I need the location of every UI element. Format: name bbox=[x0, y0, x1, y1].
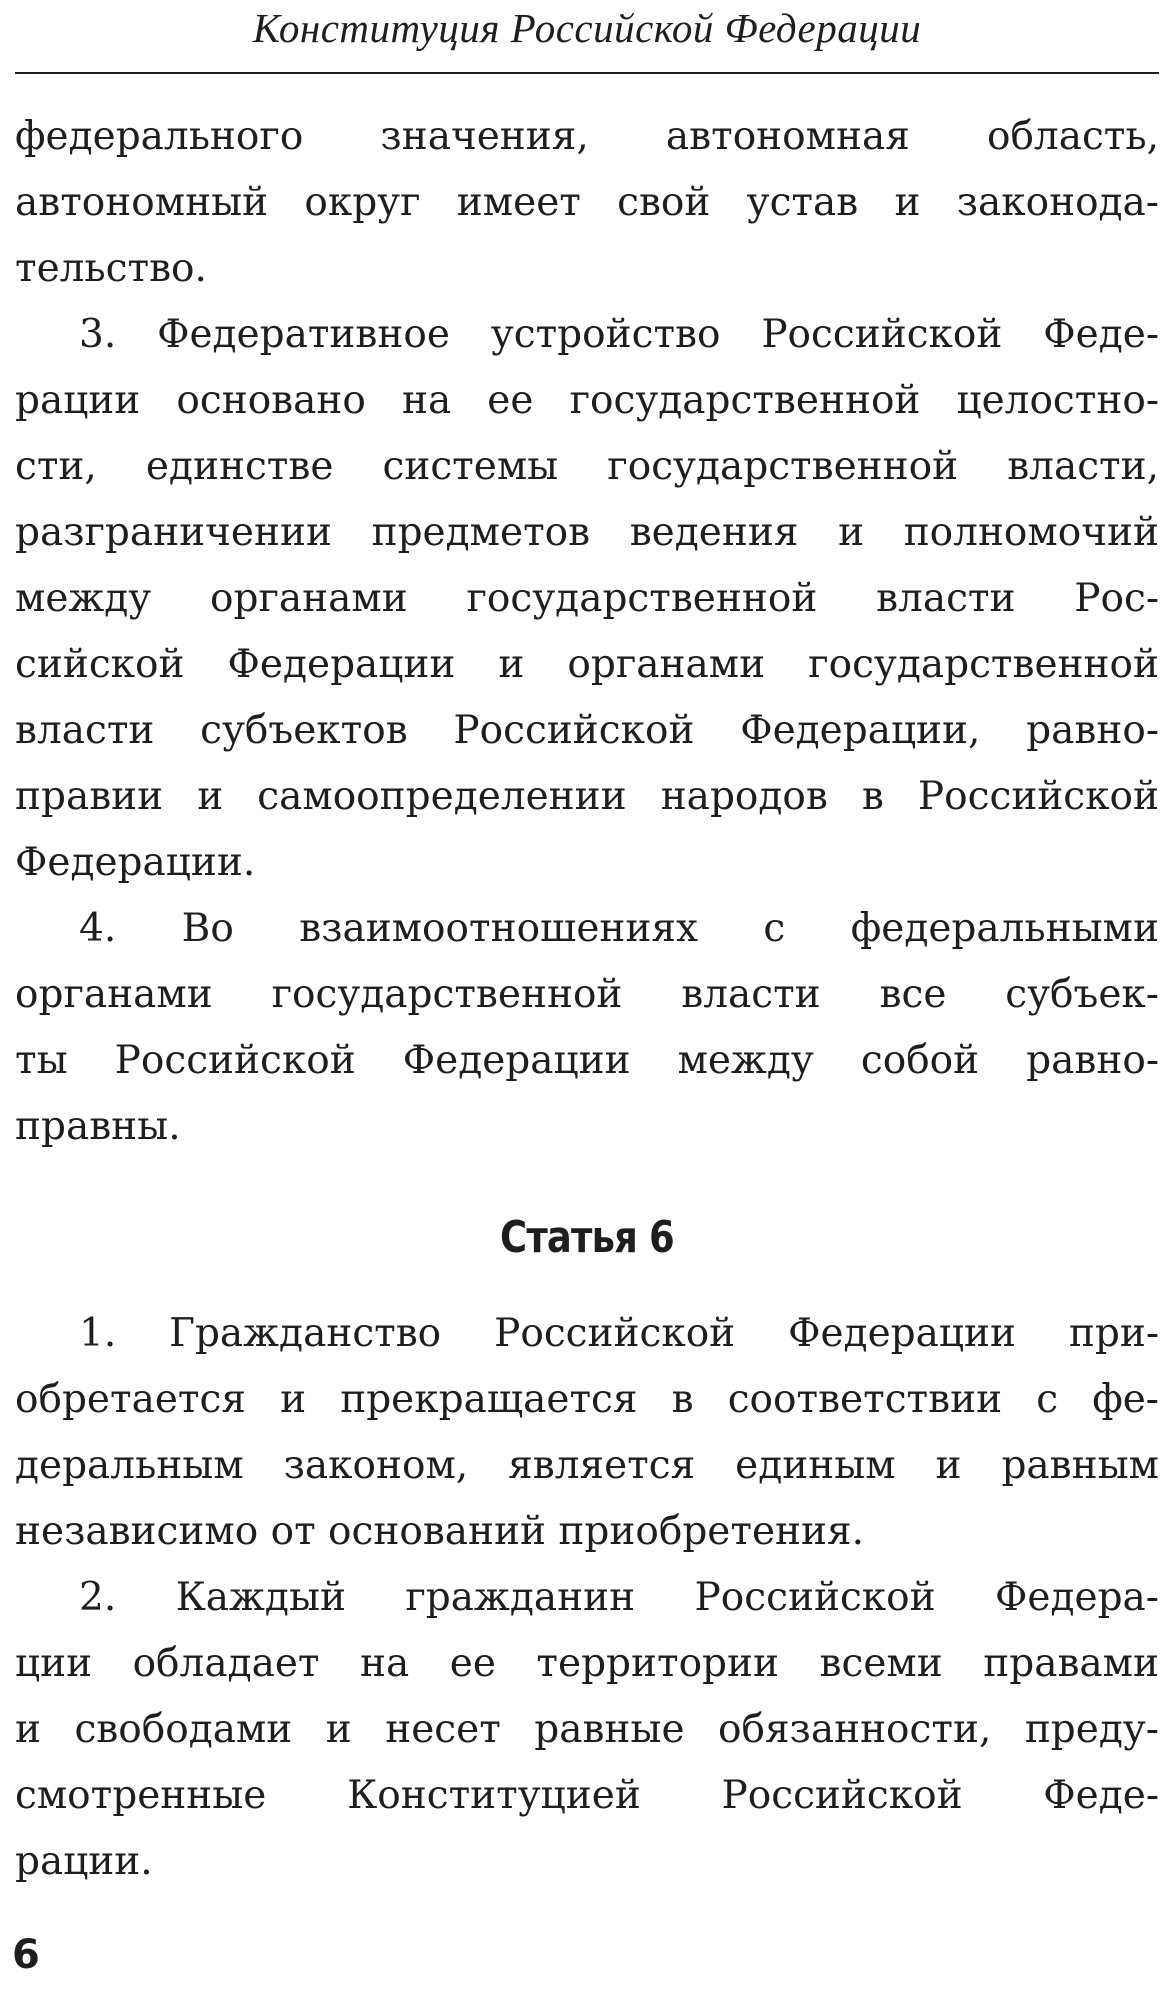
text-line: Федерации. bbox=[15, 840, 256, 885]
text-line: автономный округ имеет свой устав и законода- bbox=[15, 180, 1159, 225]
text-line: ты Российской Федерации между собой равно- bbox=[15, 1038, 1159, 1083]
text-line: рации. bbox=[15, 1839, 153, 1884]
paragraph-clause-1 bbox=[15, 1301, 1159, 1565]
text-line: сийской Федерации и органами государственной bbox=[15, 642, 1159, 687]
text-line: федерального значения, автономная область, bbox=[15, 114, 1159, 159]
text-line: 2. Каждый гражданин Российской Федера- bbox=[79, 1575, 1159, 1620]
text-line: правии и самоопределении народов в Российской bbox=[15, 774, 1159, 819]
text-line: 4. Во взаимоотношениях с федеральными bbox=[79, 906, 1159, 951]
text-line: 1. Гражданство Российской Федерации при- bbox=[79, 1311, 1159, 1356]
running-head-title: Конституция Российской Федерации bbox=[252, 5, 922, 51]
text-line: органами государственной власти все субъек- bbox=[15, 972, 1159, 1017]
paragraph-clause-2 bbox=[15, 1565, 1159, 1895]
text-line: власти субъектов Российской Федерации, равно- bbox=[15, 708, 1159, 753]
text-line: разграничении предметов ведения и полномочий bbox=[15, 510, 1159, 555]
text-line: правны. bbox=[15, 1104, 181, 1149]
paragraph-clause-4 bbox=[15, 896, 1159, 1160]
text-line: тельство. bbox=[15, 246, 207, 291]
running-head bbox=[15, 0, 1159, 74]
page-number: 6 bbox=[12, 1932, 40, 1978]
article-heading: Статья 6 bbox=[500, 1212, 674, 1263]
paragraph-continuation bbox=[15, 104, 1159, 302]
text-line: сти, единстве системы государственной власти, bbox=[15, 444, 1159, 489]
text-line: деральным законом, является единым и равным bbox=[15, 1443, 1159, 1488]
text-line: рации основано на ее государственной целостно- bbox=[15, 378, 1159, 423]
text-line: и свободами и несет равные обязанности, преду- bbox=[15, 1707, 1159, 1752]
text-line: ции обладает на ее территории всеми правами bbox=[15, 1641, 1159, 1686]
page-body bbox=[15, 104, 1159, 1895]
text-line: 3. Федеративное устройство Российской Феде- bbox=[79, 312, 1159, 357]
paragraph-clause-3 bbox=[15, 302, 1159, 896]
text-line: обретается и прекращается в соответствии с фе- bbox=[15, 1377, 1159, 1422]
text-line: смотренные Конституцией Российской Феде- bbox=[15, 1773, 1159, 1818]
text-line: независимо от оснований приобретения. bbox=[15, 1509, 865, 1554]
text-line: между органами государственной власти Рос- bbox=[15, 576, 1159, 621]
